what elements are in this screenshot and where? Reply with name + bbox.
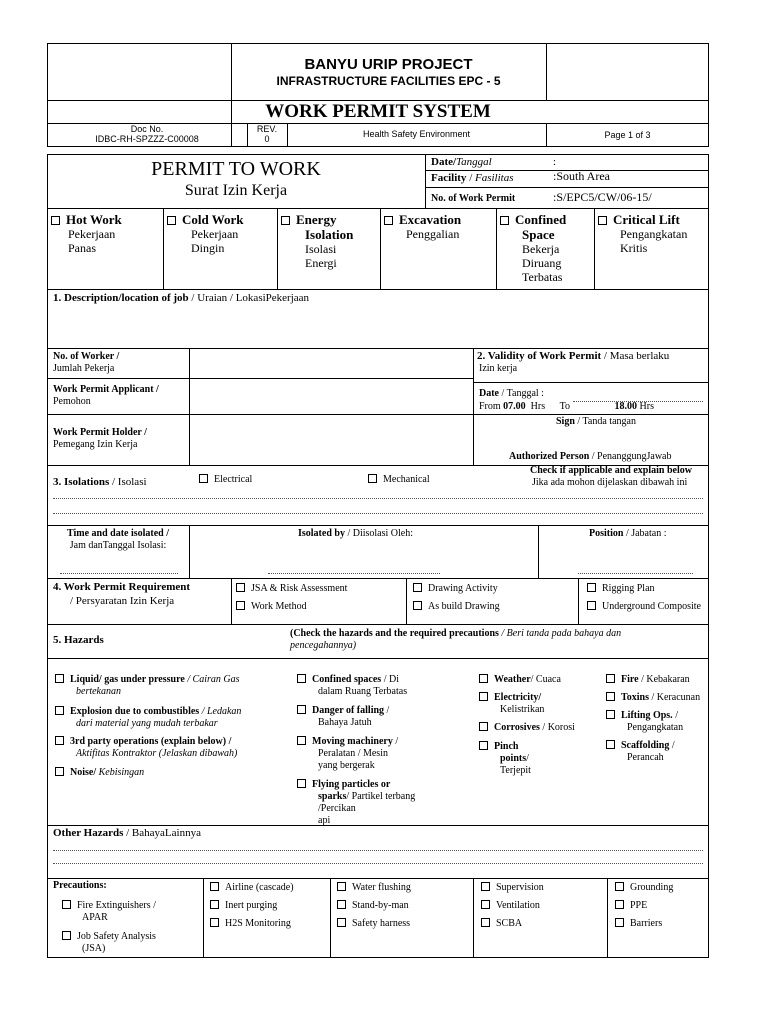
precaution-fire-extinguishers[interactable]: Fire Extinguishers / APAR (62, 900, 156, 924)
checkbox-icon[interactable] (167, 216, 176, 225)
rev-label: REV. (256, 124, 278, 134)
precaution-ppe[interactable]: PPE (615, 900, 647, 912)
time-isolated-field[interactable] (60, 573, 178, 574)
precaution-grounding[interactable]: Grounding (615, 882, 673, 894)
time-isolated-label: Time and date isolated / Jam danTanggal Isolasi: (66, 528, 170, 551)
checkbox-icon[interactable] (55, 736, 64, 745)
hazard-corrosives[interactable]: Corrosives / Korosi (479, 722, 575, 734)
permit-subtitle: Surat Izin Kerja (184, 182, 288, 199)
date-label-group: Date/Tanggal (431, 156, 492, 168)
checkbox-icon[interactable] (413, 583, 422, 592)
system-title: WORK PERMIT SYSTEM (265, 101, 491, 122)
checkbox-icon[interactable] (297, 736, 306, 745)
checkbox-icon[interactable] (210, 900, 219, 909)
electrical-checkbox[interactable]: Electrical (199, 474, 252, 486)
hazard-moving-machinery[interactable]: Moving machinery / Peralatan / Mesin yang bergerak (297, 736, 398, 772)
checkbox-icon[interactable] (606, 692, 615, 701)
checkbox-icon[interactable] (368, 474, 377, 483)
project-name: BANYU URIP PROJECT (304, 56, 473, 73)
checkbox-icon[interactable] (606, 710, 615, 719)
precaution-inert-purging[interactable]: Inert purging (210, 900, 277, 912)
position-field[interactable] (578, 573, 693, 574)
req-rigging-plan[interactable]: Rigging Plan (587, 583, 655, 595)
checkbox-icon[interactable] (236, 601, 245, 610)
section-5-label: 5. Hazards (53, 634, 104, 646)
precaution-barriers[interactable]: Barriers (615, 918, 662, 930)
precaution-supervision[interactable]: Supervision (481, 882, 544, 894)
checkbox-icon[interactable] (236, 583, 245, 592)
hazard-pinch-points[interactable]: Pinch points/ Terjepit (479, 741, 531, 777)
hazard-3rd-party[interactable]: 3rd party operations (explain below) / Aktifitas Kontraktor (Jelaskan dibawah) (55, 736, 237, 760)
validity-date[interactable]: Date / Tanggal : (479, 388, 544, 399)
checkbox-icon[interactable] (297, 705, 306, 714)
validity-label: 2. Validity of Work Permit / Masa berlaku Izin kerja (477, 350, 670, 374)
no-of-worker-label: No. of Worker / Jumlah Pekerja (53, 351, 120, 374)
validity-time[interactable]: From 07.00 Hrs To 18.00 Hrs (479, 401, 654, 412)
checkbox-icon[interactable] (62, 931, 71, 940)
checkbox-icon[interactable] (615, 918, 624, 927)
applicant-label: Work Permit Applicant / Pemohon (53, 384, 159, 407)
date-value[interactable]: : (553, 156, 557, 168)
hazard-flying-particles[interactable]: Flying particles or sparks/ Partikel terbang /Percikan api (297, 779, 415, 827)
other-hazards-field[interactable] (53, 850, 703, 851)
hazard-noise[interactable]: Noise/ Kebisingan (55, 767, 144, 779)
hazard-confined-spaces[interactable]: Confined spaces / Di dalam Ruang Terbatas (297, 674, 407, 698)
req-work-method[interactable]: Work Method (236, 601, 307, 613)
other-hazards-label: Other Hazards / BahayaLainnya (53, 827, 201, 839)
position-label: Position / Jabatan : (589, 528, 667, 539)
isolated-by-field[interactable] (268, 573, 440, 574)
precautions-label: Precautions: (53, 880, 107, 891)
page-number: Page 1 of 3 (604, 130, 651, 140)
hazard-falling[interactable]: Danger of falling / Bahaya Jatuh (297, 705, 389, 729)
checkbox-icon[interactable] (337, 918, 346, 927)
precaution-airline[interactable]: Airline (cascade) (210, 882, 294, 894)
check-note-id: Jika ada mohon dijelaskan dibawah ini (532, 477, 688, 488)
work-type-excavation[interactable]: Excavation Penggalian (384, 212, 461, 241)
precaution-scba[interactable]: SCBA (481, 918, 522, 930)
permit-no-label: No. of Work Permit (431, 193, 516, 204)
section-1-label: 1. Description/location of job / Uraian / LokasiPekerjaan (53, 292, 310, 304)
checkbox-icon[interactable] (481, 882, 490, 891)
checkbox-icon[interactable] (479, 692, 488, 701)
permit-no-value[interactable]: :S/EPC5/CW/06-15/ (553, 190, 652, 204)
checkbox-icon[interactable] (413, 601, 422, 610)
no-of-worker-field[interactable] (190, 349, 472, 377)
req-drawing-activity[interactable]: Drawing Activity (413, 583, 498, 595)
checkbox-icon[interactable] (587, 583, 596, 592)
checkbox-icon[interactable] (337, 882, 346, 891)
checkbox-icon[interactable] (615, 900, 624, 909)
doc-no-label: Doc No. (130, 124, 164, 134)
checkbox-icon[interactable] (384, 216, 393, 225)
mechanical-checkbox[interactable]: Mechanical (368, 474, 430, 486)
department: Health Safety Environment (362, 129, 471, 139)
checkbox-icon[interactable] (199, 474, 208, 483)
checkbox-icon[interactable] (55, 706, 64, 715)
precaution-ventilation[interactable]: Ventilation (481, 900, 540, 912)
checkbox-icon[interactable] (606, 674, 615, 683)
section-4-label: 4. Work Permit Requirement / Persyaratan Izin Kerja (53, 581, 191, 607)
work-type-energy-isolation[interactable]: Energy Isolation Isolasi Energi (281, 212, 353, 270)
precaution-water-flushing[interactable]: Water flushing (337, 882, 411, 894)
checkbox-icon[interactable] (337, 900, 346, 909)
isolated-by-label: Isolated by / Diisolasi Oleh: (298, 528, 414, 539)
project-subtitle: INFRASTRUCTURE FACILITIES EPC - 5 (276, 74, 501, 88)
work-type-confined-space[interactable]: Confined Space Bekerja Diruang Terbatas (500, 212, 566, 284)
checkbox-icon[interactable] (479, 674, 488, 683)
section-3-label: 3. Isolations / Isolasi (53, 476, 147, 488)
checkbox-icon[interactable] (479, 741, 488, 750)
precaution-h2s-monitoring[interactable]: H2S Monitoring (210, 918, 291, 930)
checkbox-icon[interactable] (210, 882, 219, 891)
facility-label-group: Facility / Fasilitas (431, 172, 514, 184)
holder-field[interactable] (190, 415, 472, 464)
work-type-cold-work[interactable]: Cold Work Pekerjaan Dingin (167, 212, 244, 255)
rev-value: 0 (264, 134, 270, 144)
work-type-critical-lift[interactable]: Critical Lift Pengangkatan Kritis (598, 212, 687, 255)
permit-title: PERMIT TO WORK (151, 158, 321, 180)
hazard-toxins[interactable]: Toxins / Keracunan (606, 692, 700, 704)
hazard-electricity[interactable]: Electricity/ Kelistrikan (479, 692, 544, 716)
checkbox-icon[interactable] (55, 674, 64, 683)
checkbox-icon[interactable] (479, 722, 488, 731)
hazard-liquid-gas[interactable]: Liquid/ gas under pressure / Cairan Gas bertekanan (55, 674, 240, 698)
hazards-note: (Check the hazards and the required precautions / Beri tanda pada bahaya dan pencegahannya) (290, 628, 622, 651)
checkbox-icon[interactable] (62, 900, 71, 909)
checkbox-icon[interactable] (210, 918, 219, 927)
precaution-jsa[interactable]: Job Safety Analysis (JSA) (62, 931, 156, 955)
sign-label: Sign / Tanda tangan (556, 416, 636, 427)
checkbox-icon[interactable] (281, 216, 290, 225)
check-note: Check if applicable and explain below (530, 465, 692, 476)
checkbox-icon[interactable] (598, 216, 607, 225)
checkbox-icon[interactable] (500, 216, 509, 225)
checkbox-icon[interactable] (615, 882, 624, 891)
hazard-lifting[interactable]: Lifting Ops. / Pengangkatan (606, 710, 683, 734)
work-type-hot-work[interactable]: Hot Work Pekerjaan Panas (51, 212, 122, 255)
req-underground-composite[interactable]: Underground Composite (587, 601, 701, 613)
checkbox-icon[interactable] (55, 767, 64, 776)
req-as-build-drawing[interactable]: As build Drawing (413, 601, 500, 613)
applicant-field[interactable] (190, 379, 472, 413)
checkbox-icon[interactable] (297, 674, 306, 683)
doc-no: IDBC-RH-SPZZZ-C00008 (95, 134, 199, 144)
checkbox-icon[interactable] (481, 918, 490, 927)
precaution-safety-harness[interactable]: Safety harness (337, 918, 410, 930)
hazard-weather[interactable]: Weather/ Cuaca (479, 674, 561, 686)
facility-value[interactable]: :South Area (553, 169, 610, 183)
precaution-stand-by-man[interactable]: Stand-by-man (337, 900, 409, 912)
description-field[interactable] (48, 306, 708, 348)
hazard-fire[interactable]: Fire / Kebakaran (606, 674, 690, 686)
holder-label: Work Permit Holder / Pemegang Izin Kerja (53, 427, 147, 450)
checkbox-icon[interactable] (587, 601, 596, 610)
authorized-person-label: Authorized Person / PenanggungJawab (509, 451, 672, 462)
checkbox-icon[interactable] (297, 779, 306, 788)
req-jsa-risk[interactable]: JSA & Risk Assessment (236, 583, 347, 595)
hazard-explosion[interactable]: Explosion due to combustibles / Ledakan dari material yang mudah terbakar (55, 706, 241, 730)
checkbox-icon[interactable] (481, 900, 490, 909)
hazard-scaffolding[interactable]: Scaffolding / Perancah (606, 740, 675, 764)
checkbox-icon[interactable] (51, 216, 60, 225)
checkbox-icon[interactable] (606, 740, 615, 749)
